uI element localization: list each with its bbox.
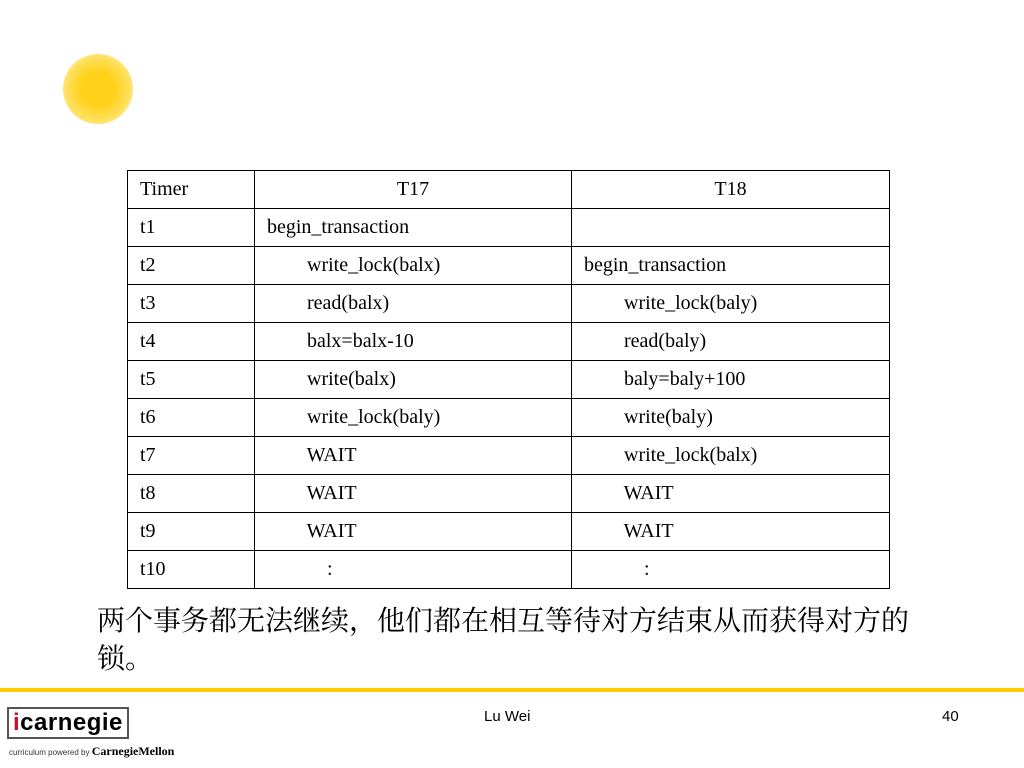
timer-cell: t6 — [128, 399, 255, 437]
logo-cmu-text: CarnegieMellon — [91, 744, 175, 758]
table-row — [128, 323, 890, 361]
table-header-row — [128, 171, 890, 209]
t18-cell: begin_transaction — [572, 247, 890, 285]
t18-cell: : — [572, 551, 890, 589]
t17-cell: write_lock(baly) — [255, 399, 572, 437]
t17-cell: write(balx) — [255, 361, 572, 399]
table-row — [128, 209, 890, 247]
timer-cell: t4 — [128, 323, 255, 361]
table-row — [128, 361, 890, 399]
t17-cell: : — [255, 551, 572, 589]
timer-cell: t8 — [128, 475, 255, 513]
table-row — [128, 513, 890, 551]
t17-cell: begin_transaction — [255, 209, 572, 247]
lock-schedule-table — [127, 170, 890, 589]
timer-cell: t9 — [128, 513, 255, 551]
t17-cell: read(balx) — [255, 285, 572, 323]
t18-cell: write_lock(baly) — [572, 285, 890, 323]
table-row — [128, 247, 890, 285]
t18-cell: WAIT — [572, 513, 890, 551]
table-row — [128, 285, 890, 323]
sun-decoration — [63, 54, 133, 124]
t17-cell: WAIT — [255, 437, 572, 475]
timer-cell: t1 — [128, 209, 255, 247]
header-timer: Timer — [128, 171, 255, 209]
t18-cell: read(baly) — [572, 323, 890, 361]
logo-letter-i: i — [13, 709, 21, 736]
table-row — [128, 437, 890, 475]
t17-cell: write_lock(balx) — [255, 247, 572, 285]
t17-cell: balx=balx-10 — [255, 323, 572, 361]
page-number: 40 — [942, 708, 959, 725]
t17-cell: WAIT — [255, 475, 572, 513]
footer-rule — [0, 688, 1024, 692]
table-row — [128, 475, 890, 513]
t17-cell: WAIT — [255, 513, 572, 551]
timer-cell: t3 — [128, 285, 255, 323]
t18-cell: baly=baly+100 — [572, 361, 890, 399]
header-t18: T18 — [572, 171, 890, 209]
logo-tagline — [9, 744, 174, 759]
t18-cell — [572, 209, 890, 247]
t18-cell: write(baly) — [572, 399, 890, 437]
logo-wordmark — [7, 707, 129, 739]
timer-cell: t10 — [128, 551, 255, 589]
timer-cell: t2 — [128, 247, 255, 285]
timer-cell: t5 — [128, 361, 255, 399]
table-row — [128, 551, 890, 589]
logo-tagline-text: curriculum powered by — [9, 748, 92, 757]
header-t17: T17 — [255, 171, 572, 209]
timer-cell: t7 — [128, 437, 255, 475]
icarnegie-logo — [7, 707, 197, 762]
table-row — [128, 399, 890, 437]
slide-caption: 两个事务都无法继续，他们都在相互等待对方结束从而获得对方的锁。 — [97, 604, 910, 675]
t18-cell: WAIT — [572, 475, 890, 513]
t18-cell: write_lock(balx) — [572, 437, 890, 475]
logo-word-rest: carnegie — [20, 709, 123, 736]
footer-author: Lu Wei — [484, 708, 531, 725]
